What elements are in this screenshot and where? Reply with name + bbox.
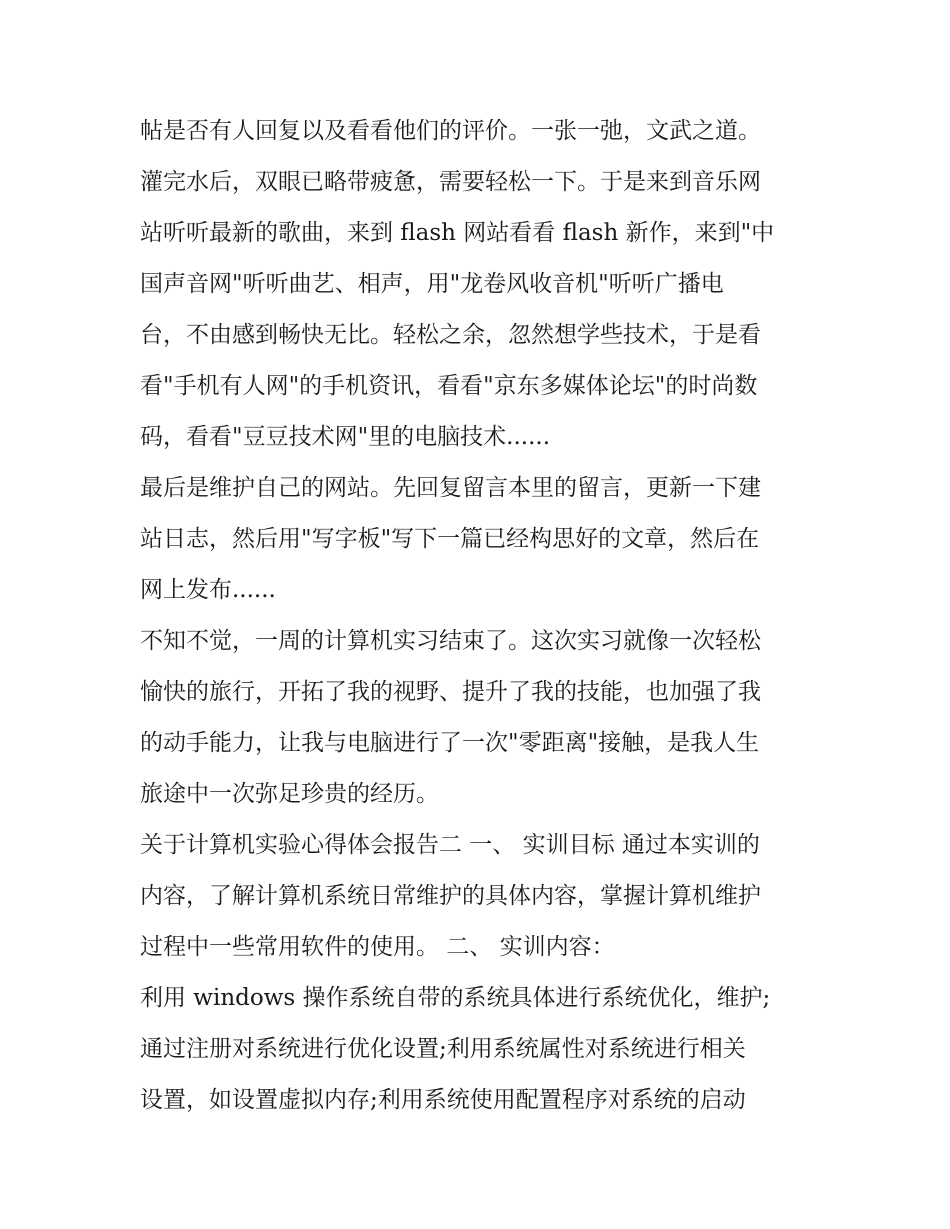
text-line: 通过注册对系统进行优化设置;利用系统属性对系统进行相关: [140, 1036, 746, 1062]
text-line: 台，不由感到畅快无比。轻松之余，忽然想学些技术，于是看: [140, 322, 761, 348]
text-line: 灌完水后，双眼已略带疲惫，需要轻松一下。于是来到音乐网: [140, 169, 761, 195]
text-line: 帖是否有人回复以及看看他们的评价。一张一弛，文武之道。: [140, 118, 761, 144]
text-line: 最后是维护自己的网站。先回复留言本里的留言，更新一下建: [140, 475, 761, 501]
text-line: 国声音网"听听曲艺、相声，用"龙卷风收音机"听听广播电: [140, 271, 724, 297]
text-line: 利用 windows 操作系统自带的系统具体进行系统优化，维护;: [140, 985, 771, 1011]
text-line: 内容，了解计算机系统日常维护的具体内容，掌握计算机维护: [140, 883, 761, 909]
text-line: 关于计算机实验心得体会报告二 一、 实训目标 通过本实训的: [140, 832, 760, 858]
text-line: 不知不觉，一周的计算机实习结束了。这次实习就像一次轻松: [140, 628, 761, 654]
text-line: 站日志，然后用"写字板"写下一篇已经构思好的文章，然后在: [140, 526, 760, 552]
text-line: 的动手能力，让我与电脑进行了一次"零距离"接触，是我人生: [140, 730, 760, 756]
text-line: 旅途中一次弥足珍贵的经历。: [140, 781, 439, 807]
text-line: 愉快的旅行，开拓了我的视野、提升了我的技能，也加强了我: [140, 679, 761, 705]
text-line: 码，看看"豆豆技术网"里的电脑技术......: [140, 424, 551, 450]
text-line: 过程中一些常用软件的使用。 二、 实训内容：: [140, 934, 615, 960]
text-line: 看"手机有人网"的手机资讯，看看"京东多媒体论坛"的时尚数: [140, 373, 758, 399]
text-line: 设置，如设置虚拟内存;利用系统使用配置程序对系统的启动: [140, 1087, 746, 1113]
document-body: [140, 106, 820, 1126]
text-line: 网上发布......: [140, 577, 276, 603]
text-line: 站听听最新的歌曲，来到 flash 网站看看 flash 新作，来到"中: [140, 220, 775, 246]
